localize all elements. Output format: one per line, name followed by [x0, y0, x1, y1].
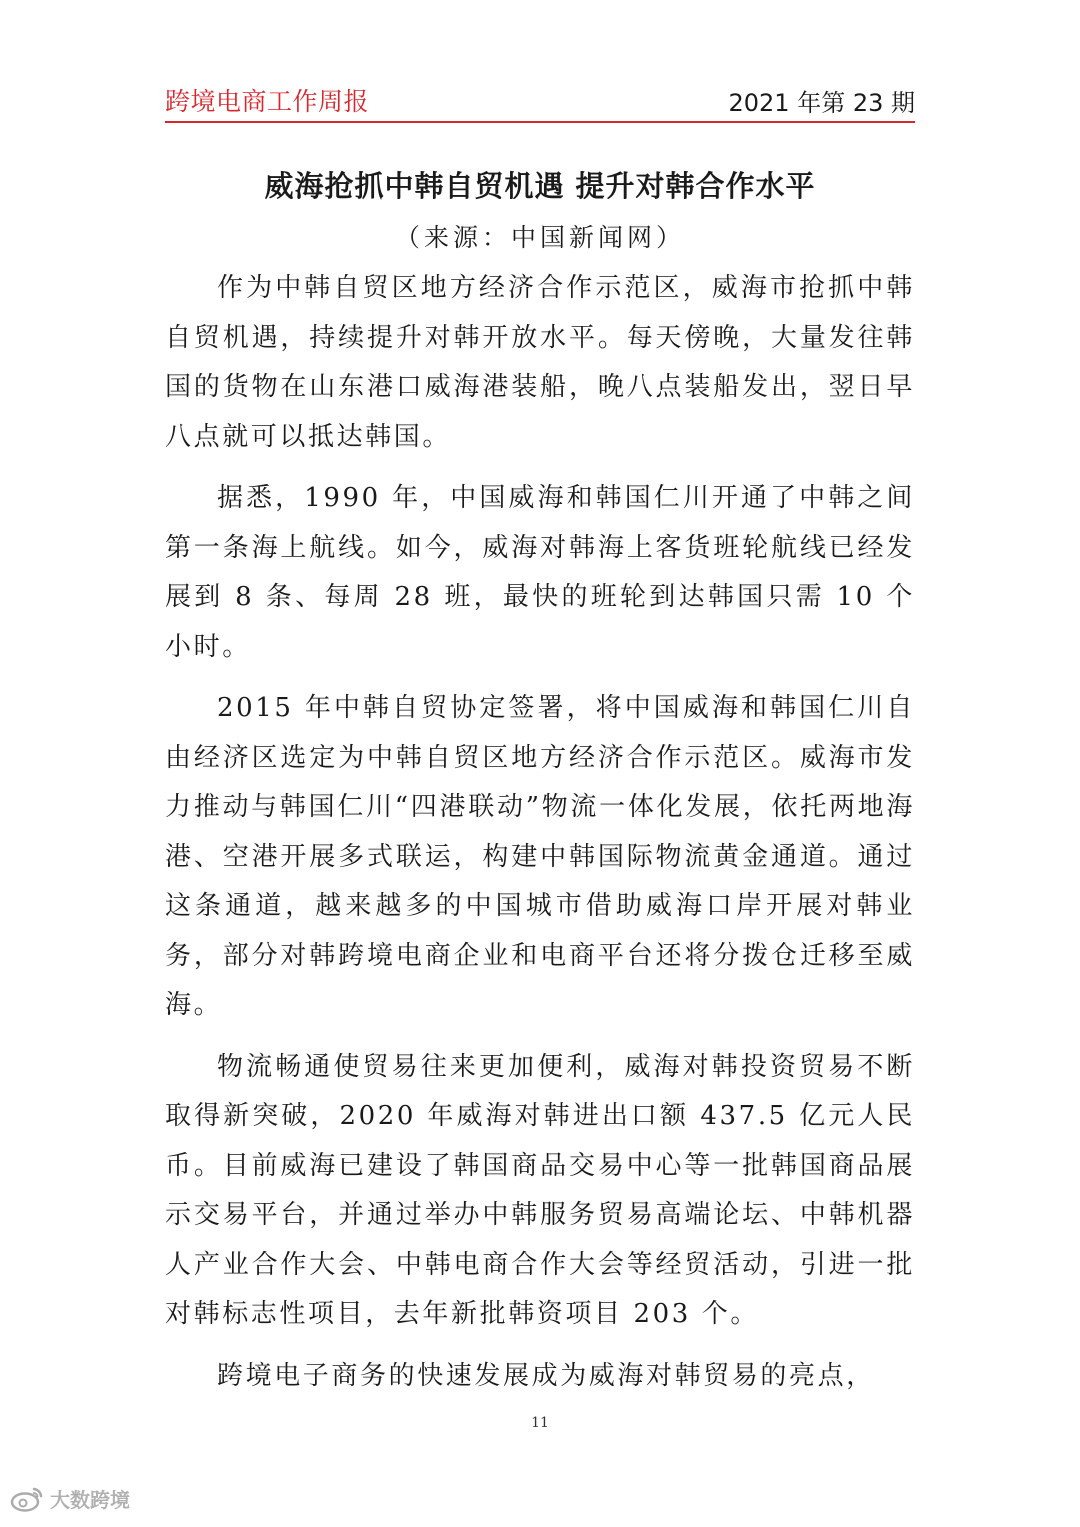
- page-header: [165, 74, 915, 118]
- article-title: 威海抢抓中韩自贸机遇 提升对韩合作水平: [264, 169, 816, 203]
- weibo-logo-icon: [10, 1486, 44, 1512]
- paragraph: 据悉，1990 年，中国威海和韩国仁川开通了中韩之间第一条海上航线。如今，威海对韩海上客货班轮航线已经发展到 8 条、每周 28 班，最快的班轮到达韩国只需 10 个小时。: [165, 483, 915, 662]
- issue-number: 2021 年第 23 期: [728, 89, 915, 117]
- paragraph: 跨境电子商务的快速发展成为威海对韩贸易的亮点，: [217, 1360, 875, 1391]
- header-divider: [165, 121, 915, 123]
- article-body: [165, 264, 915, 1401]
- article-source: （来源：中国新闻网）: [394, 223, 685, 252]
- paragraph: 作为中韩自贸区地方经济合作示范区，威海市抢抓中韩自贸机遇，持续提升对韩开放水平。每天傍晚，大量发往韩国的货物在山东港口威海港装船，晚八点装船发出，翌日早八点就可以抵达韩国。: [165, 273, 915, 452]
- paragraph: 物流畅通使贸易往来更加便利，威海对韩投资贸易不断取得新突破，2020 年威海对韩进出口额 437.5 亿元人民币。目前威海已建设了韩国商品交易中心等一批韩国商品展示交易平台，并通过举办中韩服务贸易高端论坛、中韩机器人产业合作大会、中韩电商合作大会等经贸活动，引进一批对韩标志性项目，去年新批韩资项目 203 个。: [165, 1051, 915, 1329]
- watermark-text: 大数跨境: [50, 1488, 130, 1512]
- page-number: 11: [531, 1415, 549, 1431]
- publication-title: 跨境电商工作周报: [165, 87, 370, 116]
- paragraph: 2015 年中韩自贸协定签署，将中国威海和韩国仁川自由经济区选定为中韩自贸区地方经济合作示范区。威海市发力推动与韩国仁川“四港联动”物流一体化发展，依托两地海港、空港开展多式联运，构建中韩国际物流黄金通道。通过这条通道，越来越多的中国城市借助威海口岸开展对韩业务，部分对韩跨境电商企业和电商平台还将分拨仓迁移至威海。: [165, 693, 915, 1020]
- watermark: [10, 1484, 130, 1513]
